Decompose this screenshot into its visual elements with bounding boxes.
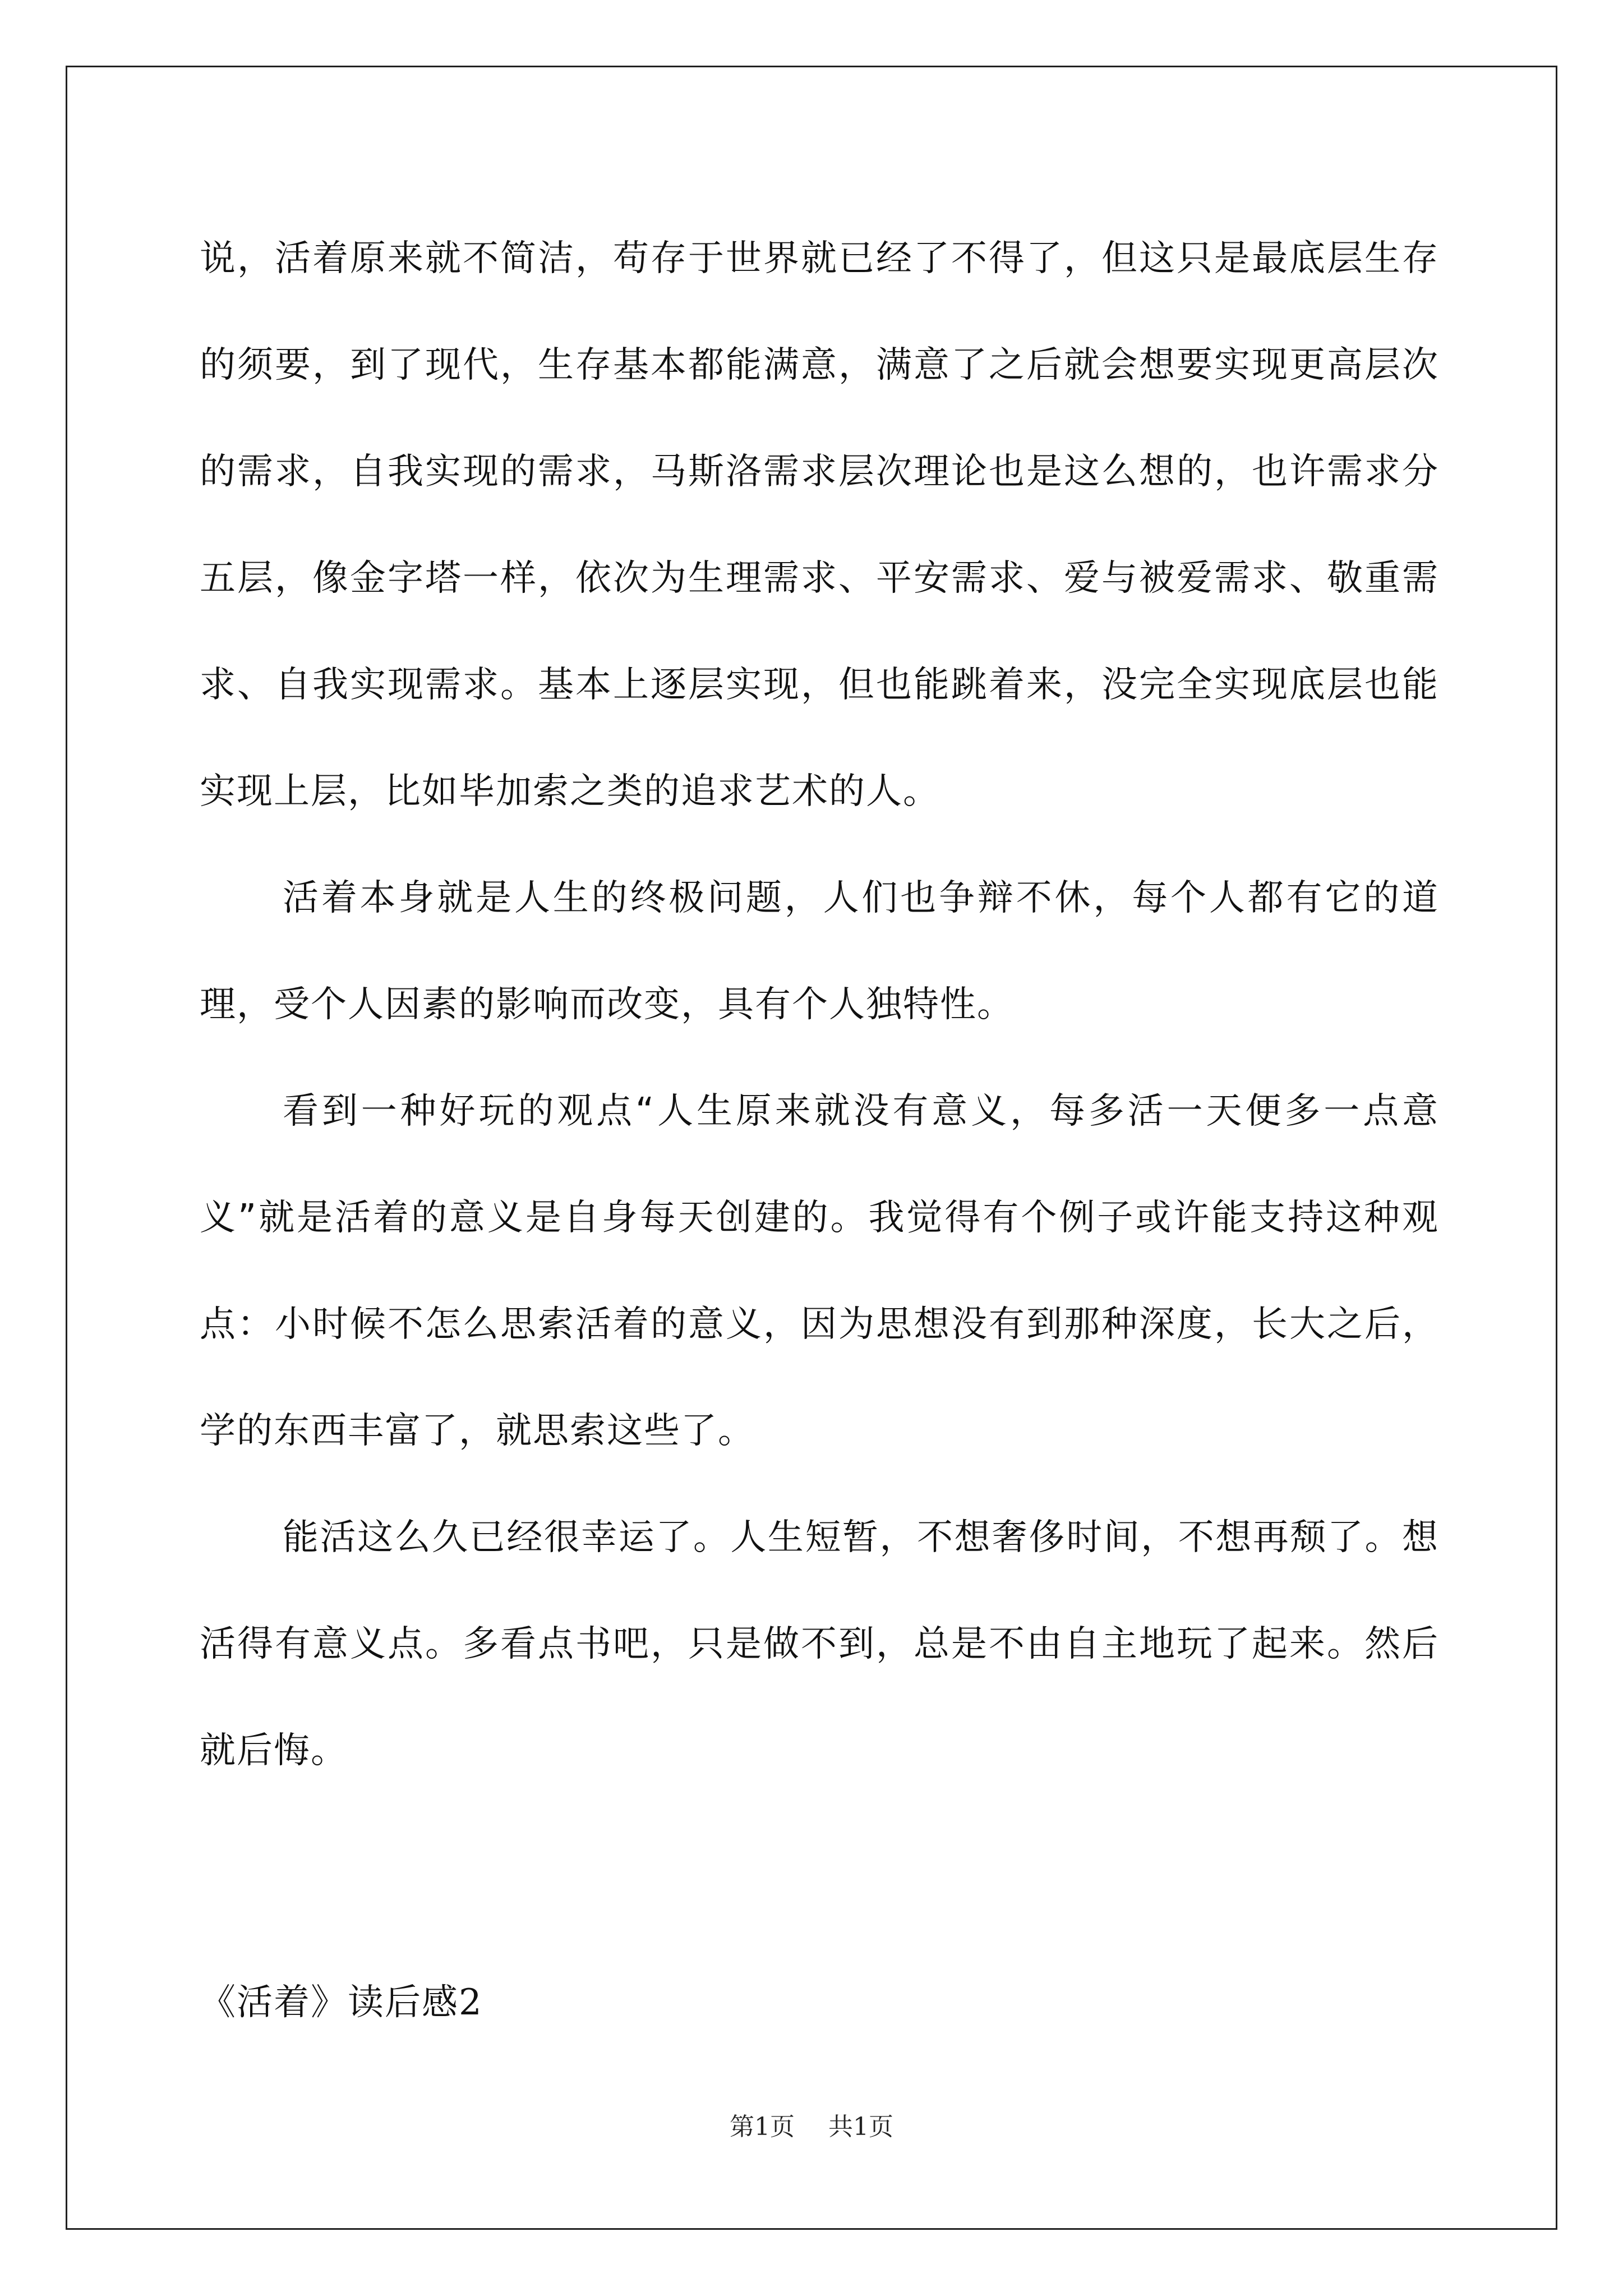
section-heading: 《活着》读后感2 xyxy=(200,1982,483,2023)
paragraph-1: 说，活着原来就不简洁，苟存于世界就已经了不得了，但这只是最底层生存的须要，到了现代，生存基本都能满意，满意了之后就会想要实现更高层次的需求，自我实现的需求，马斯洛需求层次理论也是这么想的，也许需求分五层，像金字塔一样，依次为生理需求、平安需求、爱与被爱需求、敬重需求、自我实现需求。基本上逐层实现，但也能跳着来，没完全实现底层也能实现上层，比如毕加索之类的追求艺术的人。 xyxy=(200,238,1439,812)
paragraph-2: 活着本身就是人生的终极问题，人们也争辩不休，每个人都有它的道理，受个人因素的影响而改变，具有个人独特性。 xyxy=(200,877,1439,1025)
page-number: 第1页 xyxy=(730,2113,795,2141)
page-total: 共1页 xyxy=(828,2113,893,2141)
page-footer xyxy=(0,2110,1623,2144)
paragraph-4: 能活这么久已经很幸运了。人生短暂，不想奢侈时间，不想再颓了。想活得有意义点。多看点书吧，只是做不到，总是不由自主地玩了起来。然后就后悔。 xyxy=(200,1517,1439,1772)
document-body xyxy=(200,205,1439,1804)
paragraph-3: 看到一种好玩的观点“人生原来就没有意义，每多活一天便多一点意义”就是活着的意义是自身每天创建的。我觉得有个例子或许能支持这种观点：小时候不怎么思索活着的意义，因为思想没有到那种深度，长大之后，学的东西丰富了，就思索这些了。 xyxy=(200,1091,1439,1452)
